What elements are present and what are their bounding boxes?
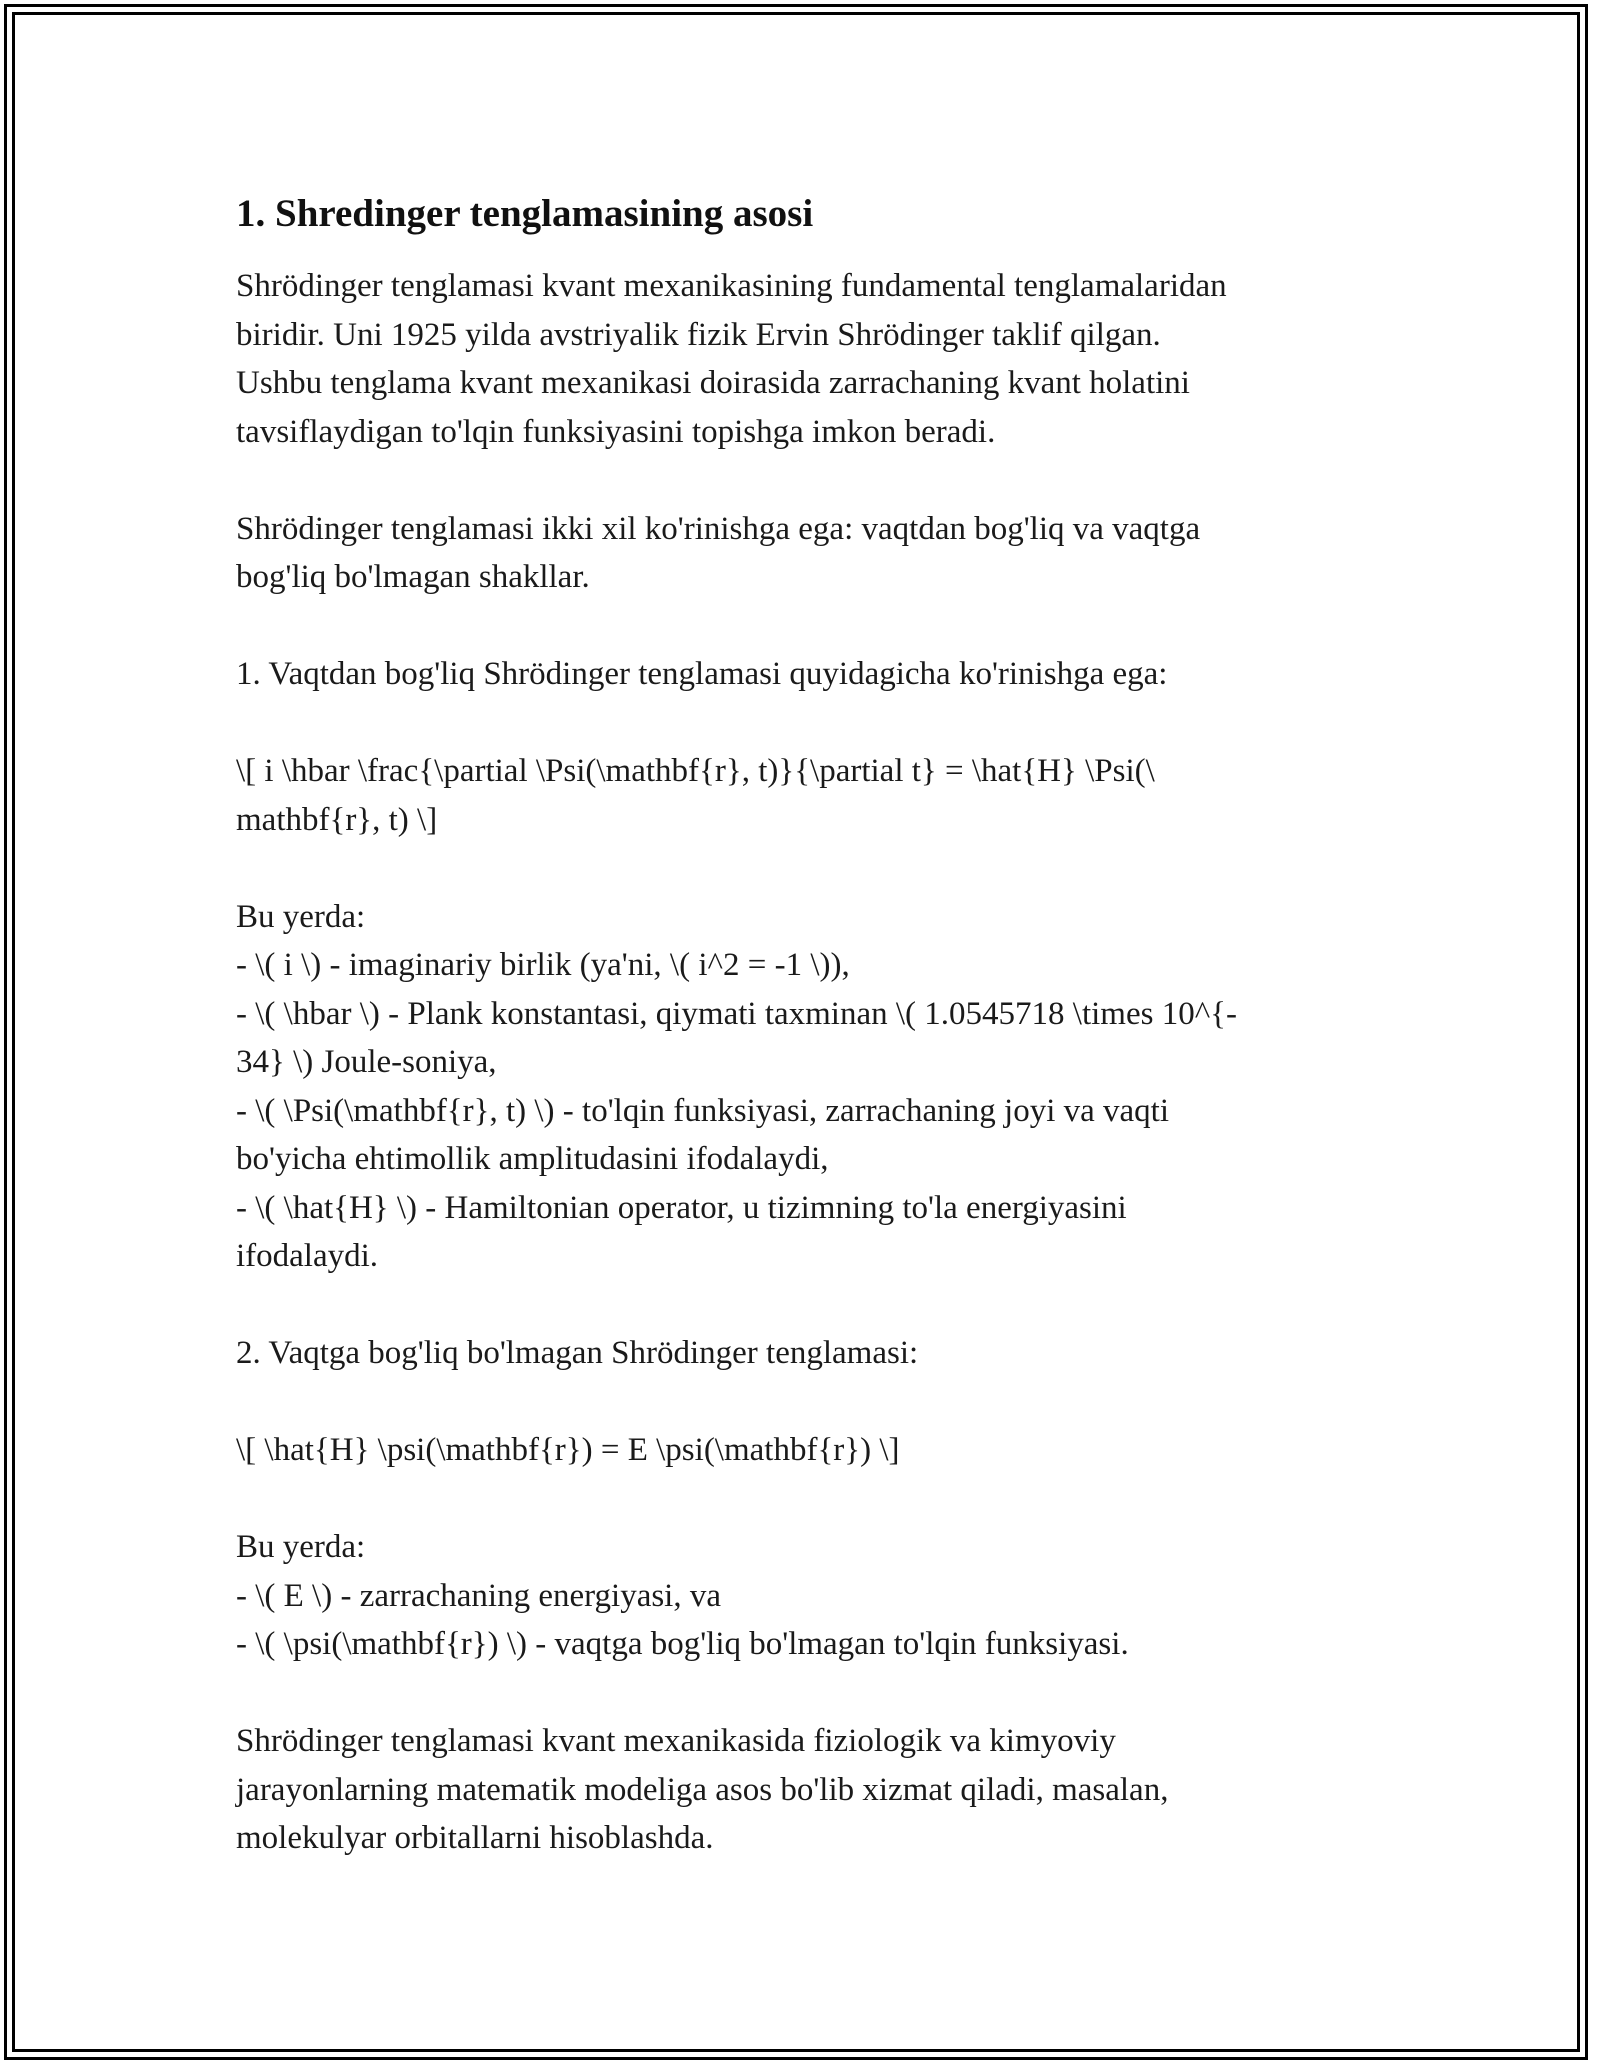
text-line: Shrödinger tenglamasi kvant mexanikasida fiziologik va kimyoviy (236, 1723, 1116, 1759)
document-body (236, 184, 1356, 1911)
paragraph (236, 1717, 1356, 1863)
text-line: Shrödinger tenglamasi kvant mexanikasining fundamental tenglamalaridan (236, 268, 1227, 304)
paragraph (236, 747, 1356, 844)
text-line: Bu yerda: (236, 1529, 366, 1565)
text-line: - \( \hbar \) - Plank konstantasi, qiymati taxminan \( 1.0545718 \times 10^{- (236, 995, 1238, 1032)
text-line: molekulyar orbitallarni hisoblashda. (236, 1820, 714, 1856)
text-line: tavsiflaydigan to'lqin funksiyasini topishga imkon beradi. (236, 413, 996, 450)
text-line: bo'yicha ehtimollik amplitudasini ifodalaydi, (236, 1141, 829, 1177)
text-line: 34} \) Joule-soniya, (236, 1044, 497, 1080)
text-line: - \( \Psi(\mathbf{r}, t) \) - to'lqin funksiyasi, zarrachaning joyi va vaqti (236, 1092, 1169, 1129)
text-line: jarayonlarning matematik modeliga asos bo'lib xizmat qiladi, masalan, (236, 1771, 1169, 1808)
text-line: biridir. Uni 1925 yilda avstriyalik fizik Ervin Shrödinger taklif qilgan. (236, 316, 1161, 353)
paragraph (236, 505, 1356, 602)
paragraph (236, 262, 1356, 456)
text-line: ifodalaydi. (236, 1238, 379, 1274)
paragraph (236, 1426, 1356, 1475)
paragraph (236, 1329, 1356, 1378)
text-line: - \( E \) - zarrachaning energiyasi, va (236, 1577, 721, 1614)
text-line: Ushbu tenglama kvant mexanikasi doirasida zarrachaning kvant holatini (236, 365, 1190, 401)
text-line: - \( i \) - imaginariy birlik (ya'ni, \( i^2 = -1 \)), (236, 947, 850, 983)
section-heading: 1. Shredinger tenglamasining asosi (236, 192, 814, 235)
paragraph (236, 650, 1356, 699)
text-line: \[ i \hbar \frac{\partial \Psi(\mathbf{r}, t)}{\partial t} = \hat{H} \Psi(\ (236, 753, 1155, 789)
paragraph (236, 1523, 1356, 1669)
text-line: 2. Vaqtga bog'liq bo'lmagan Shrödinger tenglamasi: (236, 1335, 919, 1371)
text-line: bog'liq bo'lmagan shakllar. (236, 559, 590, 595)
text-line: - \( \psi(\mathbf{r}) \) - vaqtga bog'liq bo'lmagan to'lqin funksiyasi. (236, 1626, 1129, 1662)
paragraph-list (236, 262, 1356, 1863)
text-line: - \( \hat{H} \) - Hamiltonian operator, u tizimning to'la energiyasini (236, 1189, 1127, 1226)
text-line: \[ \hat{H} \psi(\mathbf{r}) = E \psi(\mathbf{r}) \] (236, 1432, 900, 1468)
text-line: 1. Vaqtdan bog'liq Shrödinger tenglamasi quyidagicha ko'rinishga ega: (236, 656, 1168, 692)
text-line: Bu yerda: (236, 898, 366, 935)
paragraph (236, 893, 1356, 1281)
text-line: Shrödinger tenglamasi ikki xil ko'rinishga ega: vaqtdan bog'liq va vaqtga (236, 510, 1201, 547)
text-line: mathbf{r}, t) \] (236, 801, 438, 838)
